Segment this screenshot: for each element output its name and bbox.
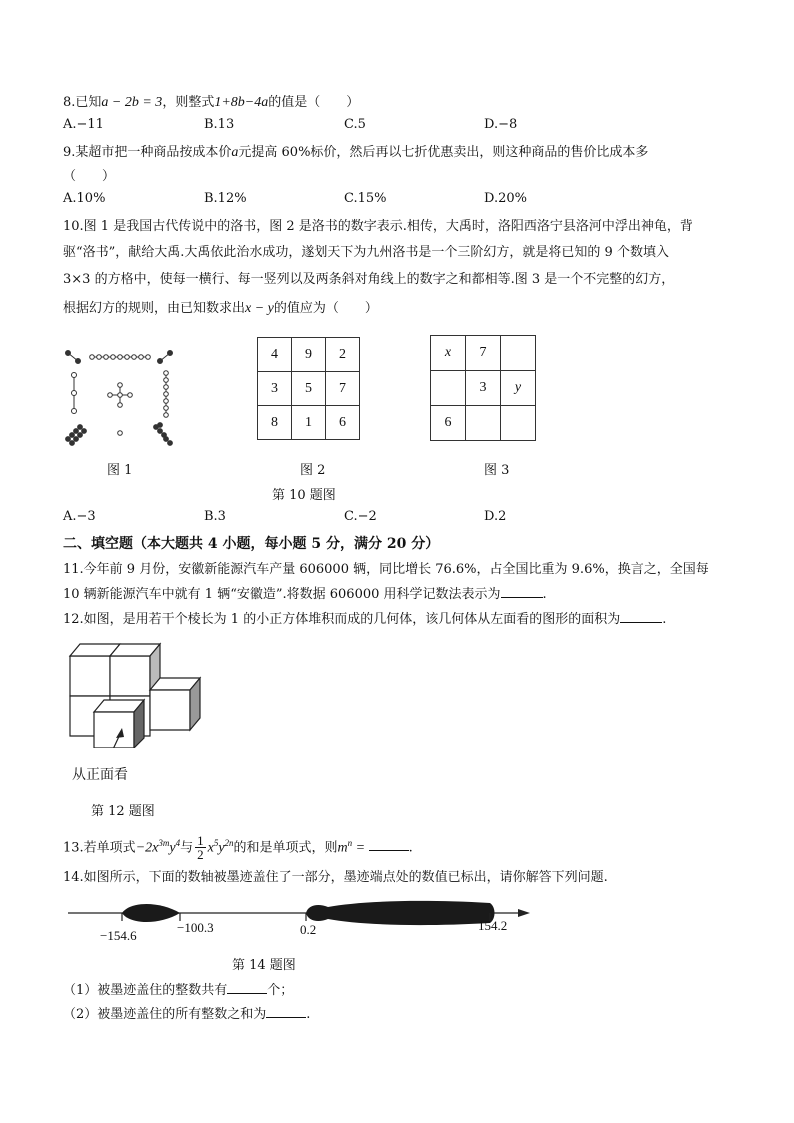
q12-front-view-label: 从正面看 (72, 767, 128, 783)
q13-answer-blank[interactable] (369, 838, 409, 851)
fig3-cell: 3 (466, 371, 501, 406)
fig2-magic-square (257, 337, 360, 440)
number-line-label: −100.3 (177, 920, 214, 935)
fig2-cell: 8 (258, 406, 292, 440)
q14-stem: 14.如图所示，下面的数轴被墨迹盖住了一部分，墨迹端点处的数值已标出，请你解答下列问题. (63, 870, 608, 885)
q8-option-d: D.−8 (484, 117, 518, 132)
fig2-cell: 6 (326, 406, 360, 440)
fig2-cell: 3 (258, 372, 292, 406)
q10-line-2: 驱“洛书”，献给大禹.大禹依此治水成功，遂划天下为九州洛书是一个三阶幻方，就是将已知的 9 个数填入 (63, 245, 669, 260)
number-line-label: 154.2 (478, 918, 508, 933)
q14-sub2-answer-blank[interactable] (266, 1005, 306, 1018)
q8-condition: a − 2b = 3 (101, 95, 163, 110)
q10-line-3: 3×3 的方格中，使每一横行、每一竖列以及两条斜对角线上的数字之和都相等.图 3 是一个不完整的幻方， (63, 272, 675, 287)
q13-fraction: $\frac{1}{2}$ (197, 833, 204, 863)
q8-option-b: B.13 (204, 117, 235, 132)
section-2-title: 二、填空题（本大题共 4 小题，每小题 5 分，满分 20 分） (63, 536, 440, 552)
fig3-cell: 6 (431, 406, 466, 441)
q12-figure-caption: 第 12 题图 (91, 804, 155, 819)
fig3-cell (466, 406, 501, 441)
q10-option-d: D.2 (484, 509, 507, 524)
q9-option-d: D.20% (484, 191, 527, 206)
fig2-cell: 7 (326, 372, 360, 406)
q12-answer-blank[interactable] (620, 610, 662, 623)
fig3-cell: 7 (466, 336, 501, 371)
q11-line-1: 11.今年前 9 月份，安徽新能源汽车产量 606000 辆，同比增长 76.6%，占全国比重为 9.6%，换言之，全国每 (63, 562, 709, 577)
q10-option-a: A.−3 (63, 509, 96, 524)
fig3-cell: y (501, 371, 536, 406)
q11-answer-blank[interactable] (501, 585, 543, 598)
q9-stem: 9.某超市把一种商品按成本价a元提高 60%标价，然后再以七折优惠卖出，则这种商品的售价比成本多 (63, 145, 649, 160)
q10-line-1: 10.图 1 是我国古代传说中的洛书，图 2 是洛书的数字表示.相传，大禹时，洛阳西洛宁县洛河中浮出神龟，背 (63, 219, 693, 234)
q9-option-b: B.12% (204, 191, 247, 206)
fig3-caption: 图 3 (484, 463, 510, 478)
number-line-label: −154.6 (100, 928, 137, 943)
fig2-caption: 图 2 (300, 463, 326, 478)
fig2-cell: 5 (292, 372, 326, 406)
fig3-cell (431, 371, 466, 406)
q10-option-b: B.3 (204, 509, 226, 524)
q8-stem: 8.已知a − 2b = 3，则整式1+8b−4a的值是（ ） (63, 95, 360, 110)
q8-expression: 1+8b−4a (214, 95, 269, 110)
q10-figure-caption: 第 10 题图 (272, 488, 336, 503)
cube-stack-figure (64, 638, 214, 748)
q14-figure-caption: 第 14 题图 (232, 958, 296, 973)
fig3-cell: x (431, 336, 466, 371)
q13-stem: 13.若单项式$-2x^{3m}y^4$与 $\frac{1}{2}$ $x^5y^{2n}$的和是单项式，则$m^n$ = . (63, 833, 413, 863)
fig3-cell (501, 336, 536, 371)
q11-line-2: 10 辆新能源汽车中就有 1 辆“安徽造”.将数据 606000 用科学记数法表示为 . (63, 587, 547, 602)
q9-option-c: C.15% (344, 191, 387, 206)
q12-stem: 12.如图，是用若干个棱长为 1 的小正方体堆积而成的几何体，该几何体从左面看的图形的面积为 . (63, 612, 667, 627)
q8-option-c: C.5 (344, 117, 366, 132)
fig2-cell: 4 (258, 338, 292, 372)
luoshu-dot-figure (60, 345, 185, 450)
number-line-label: 0.2 (300, 922, 317, 937)
fig3-cell (501, 406, 536, 441)
q9-answer-paren: （ ） (63, 169, 116, 184)
fig2-cell: 1 (292, 406, 326, 440)
q14-sub-2: （2）被墨迹盖住的所有整数之和为 . (63, 1007, 311, 1022)
q10-option-c: C.−2 (344, 509, 377, 524)
fig3-incomplete-square (430, 335, 536, 441)
q8-option-a: A.−11 (63, 117, 104, 132)
fig2-cell: 9 (292, 338, 326, 372)
fig1-caption: 图 1 (107, 463, 133, 478)
q9-option-a: A.10% (63, 191, 106, 206)
q14-sub1-answer-blank[interactable] (227, 981, 267, 994)
fig2-cell: 2 (326, 338, 360, 372)
q14-sub-1: （1）被墨迹盖住的整数共有 个； (63, 983, 294, 998)
q10-line-4: 根据幻方的规则，由已知数求出x − y的值应为（ ） (63, 301, 378, 316)
